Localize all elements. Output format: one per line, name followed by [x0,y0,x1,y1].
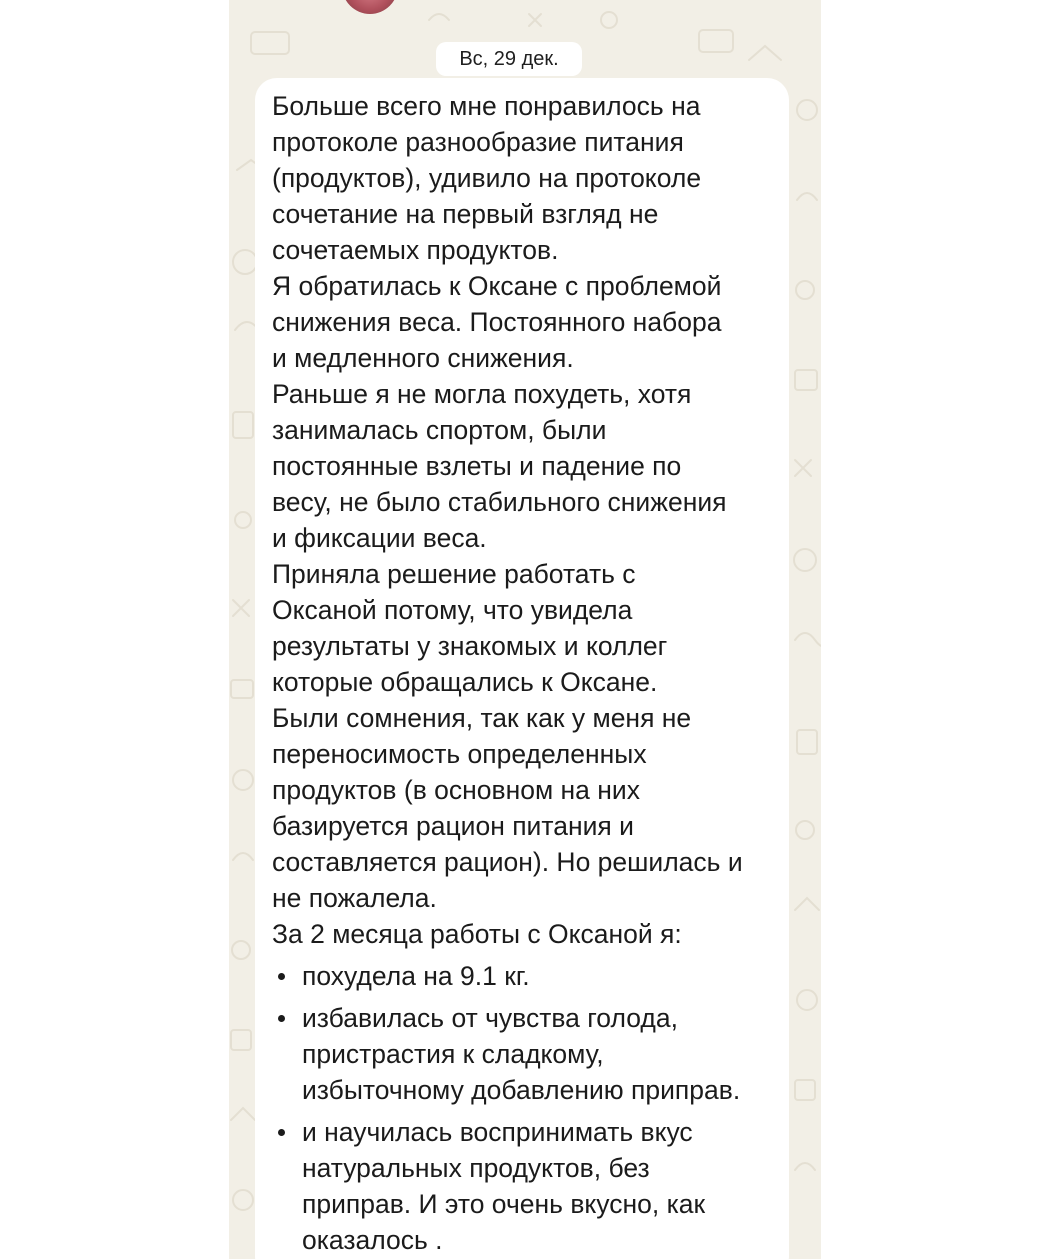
message-bubble[interactable] [255,78,789,1259]
message-text [272,88,782,1259]
message-line: переносимость определенных [272,739,647,769]
message-paragraphs [272,88,782,952]
bullet-dot-icon [278,973,285,980]
message-line: сочетаемых продуктов. [272,235,559,265]
message-line: протоколе разнообразие питания [272,127,684,157]
date-separator: Вс, 29 дек. [436,42,582,76]
message-line: За 2 месяца работы с Оксаной я: [272,919,682,949]
message-line: результаты у знакомых и коллег [272,631,668,661]
message-line: продуктов (в основном на них [272,775,640,805]
message-line: Раньше я не могла похудеть, хотя [272,379,692,409]
message-line: и медленного снижения. [272,343,574,373]
message-line: снижения веса. Постоянного набора [272,307,722,337]
message-line: Были сомнения, так как у меня не [272,703,692,733]
message-line: составляется рацион). Но решилась и [272,847,743,877]
bullet-line: оказалось . [302,1225,443,1255]
bullet-item [272,958,782,994]
bullet-line: избыточному добавлению приправ. [302,1075,741,1105]
message-line: которые обращались к Оксане. [272,667,658,697]
message-line: сочетание на первый взгляд не [272,199,659,229]
chat-screen [229,0,821,1259]
bullet-line: натуральных продуктов, без [302,1153,650,1183]
message-line: Я обратилась к Оксане с проблемой [272,271,722,301]
bullet-item [272,1000,782,1108]
bullet-dot-icon [278,1129,285,1136]
message-line: занималась спортом, были [272,415,607,445]
message-line: и фиксации веса. [272,523,487,553]
bullet-line: и научилась воспринимать вкус [302,1117,693,1147]
message-bullet-list [272,958,782,1258]
message-line: Оксаной потому, что увидела [272,595,633,625]
bullet-line: избавилась от чувства голода, [302,1003,678,1033]
bullet-line: приправ. И это очень вкусно, как [302,1189,706,1219]
bullet-item [272,1114,782,1258]
message-line: весу, не было стабильного снижения [272,487,727,517]
message-line: Больше всего мне понравилось на [272,91,701,121]
message-line: базируется рацион питания и [272,811,634,841]
message-line: (продуктов), удивило на протоколе [272,163,702,193]
message-line: Приняла решение работать с [272,559,636,589]
message-line: не пожалела. [272,883,437,913]
bullet-dot-icon [278,1015,285,1022]
bullet-line: пристрастия к сладкому, [302,1039,604,1069]
bullet-line: похудела на 9.1 кг. [302,961,530,991]
message-line: постоянные взлеты и падение по [272,451,682,481]
